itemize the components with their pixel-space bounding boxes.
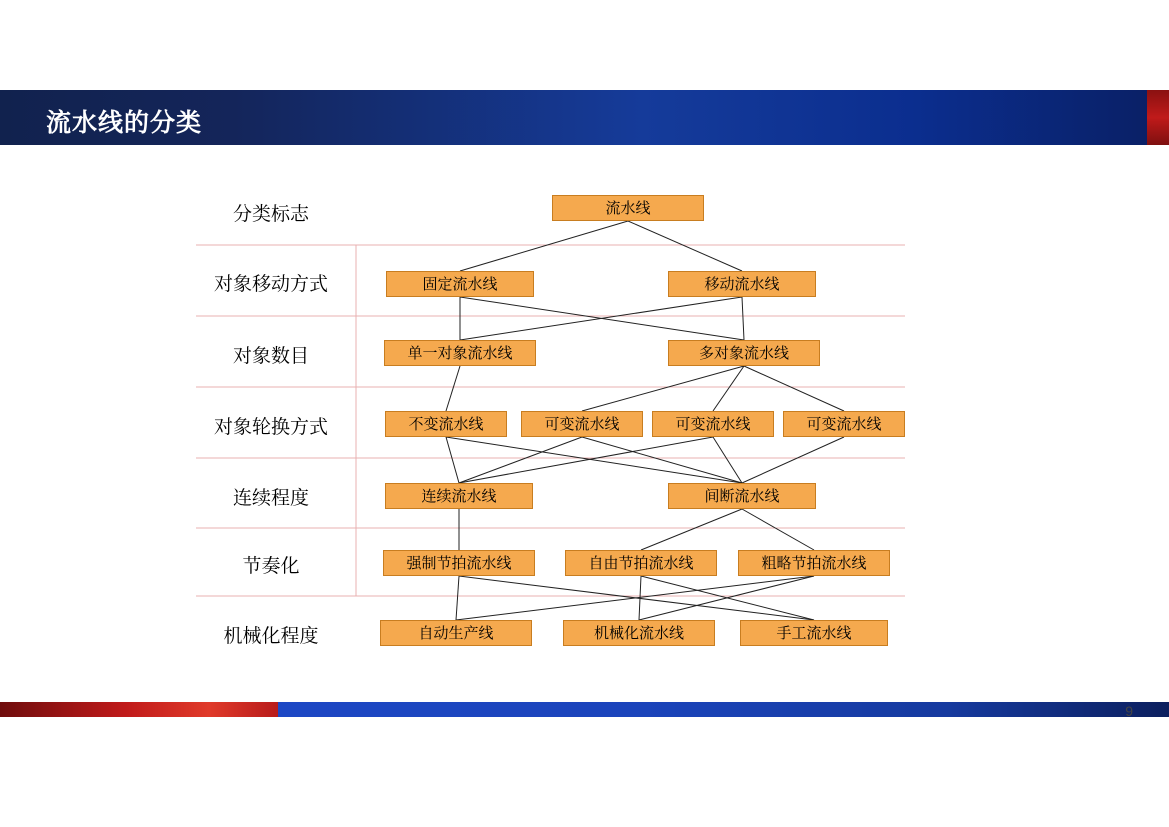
connector-line xyxy=(742,437,844,483)
diagram-node: 可变流水线 xyxy=(521,411,643,437)
diagram-node: 移动流水线 xyxy=(668,271,816,297)
connector-line xyxy=(744,366,844,411)
connector-line xyxy=(742,509,814,550)
connector-line xyxy=(459,576,814,620)
diagram-node: 可变流水线 xyxy=(652,411,774,437)
diagram-node: 连续流水线 xyxy=(385,483,533,509)
page-title: 流水线的分类 xyxy=(46,109,203,137)
connector-line xyxy=(456,576,459,620)
connector-line xyxy=(446,437,459,483)
connector-line xyxy=(713,437,742,483)
connector-line xyxy=(713,366,744,411)
connector-line xyxy=(639,576,641,620)
row-label: 连续程度 xyxy=(232,488,309,509)
diagram-node: 流水线 xyxy=(552,195,704,221)
diagram-node: 可变流水线 xyxy=(783,411,905,437)
page-number: 9 xyxy=(1125,703,1133,719)
connector-line xyxy=(459,437,582,483)
row-label: 对象数目 xyxy=(232,346,309,367)
footer-bar-right xyxy=(278,702,1169,717)
connector-line xyxy=(639,576,814,620)
row-label: 对象轮换方式 xyxy=(213,417,328,438)
diagram-node: 固定流水线 xyxy=(386,271,534,297)
connector-line xyxy=(446,437,742,483)
diagram-node: 手工流水线 xyxy=(740,620,888,646)
connector-line xyxy=(460,297,744,340)
connector-line xyxy=(742,297,744,340)
diagram-node: 不变流水线 xyxy=(385,411,507,437)
connector-line xyxy=(446,366,460,411)
connector-line xyxy=(641,509,742,550)
connector-line xyxy=(459,437,713,483)
connector-line xyxy=(456,576,814,620)
connector-line xyxy=(582,437,742,483)
connector-line xyxy=(628,221,742,271)
row-label: 分类标志 xyxy=(232,204,309,225)
diagram-node: 粗略节拍流水线 xyxy=(738,550,890,576)
row-label: 机械化程度 xyxy=(223,626,319,647)
diagram-node: 自动生产线 xyxy=(380,620,532,646)
connector-line xyxy=(641,576,814,620)
diagram-node: 强制节拍流水线 xyxy=(383,550,535,576)
connector-line xyxy=(582,366,744,411)
connector-line xyxy=(460,221,628,271)
diagram-node: 自由节拍流水线 xyxy=(565,550,717,576)
diagram-node: 单一对象流水线 xyxy=(384,340,536,366)
diagram-node: 间断流水线 xyxy=(668,483,816,509)
row-label: 节奏化 xyxy=(242,556,300,577)
connector-line xyxy=(460,297,742,340)
diagram-node: 多对象流水线 xyxy=(668,340,820,366)
row-label: 对象移动方式 xyxy=(213,274,328,295)
title-bar-accent xyxy=(1147,90,1169,145)
diagram-node: 机械化流水线 xyxy=(563,620,715,646)
footer-bar-left xyxy=(0,702,278,717)
